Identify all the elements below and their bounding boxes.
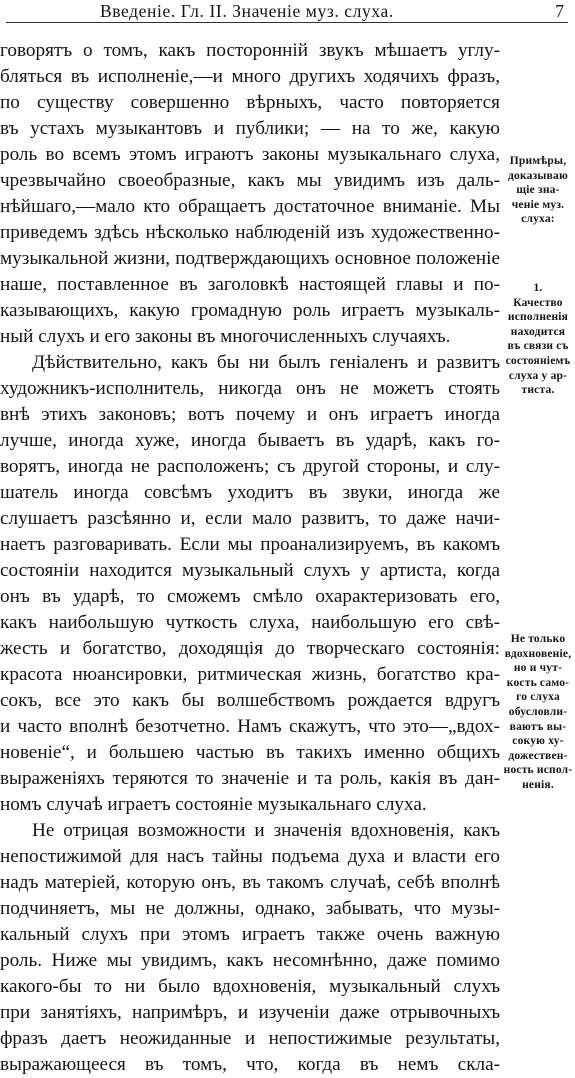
text-line: подчиняетъ, мы не должны, однако, забывать, что музы- [0, 898, 500, 919]
margin-note-line: состояніемъ [505, 354, 571, 367]
page-number: 7 [555, 1, 564, 21]
text-line: роль. Ниже мы увидимъ, какъ несомнѣнно, даже помимо [0, 950, 500, 971]
margin-note-line: исполненія [507, 311, 569, 324]
text-line: говорятъ о томъ, какъ посторонній звукъ мѣшаетъ углу- [0, 40, 500, 61]
margin-note-line: дожествен- [508, 749, 568, 762]
margin-note-line: сокую ху- [512, 735, 564, 748]
text-line: слушаетъ разсѣянно и, если мало развитъ, то даже начи- [0, 508, 500, 529]
text-line: бляться въ исполненіе,—и многo другихъ ходячихъ фразъ, [0, 66, 500, 87]
text-line: роль во всемъ этомъ играютъ законы музыкальнаго слуха, [0, 144, 500, 165]
page-header [6, 0, 568, 23]
text-line: при занятіяхъ, напримѣръ, и изученіи даже отрывочныхъ [0, 1002, 500, 1023]
text-line: онъ въ ударѣ, то сможемъ смѣло охарактеризовать его, [0, 586, 500, 607]
margin-note-line: находится [510, 325, 566, 338]
text-line: фразъ даетъ неожиданные и непостижимые результаты, [0, 1028, 500, 1049]
margin-note-line: но и чут- [513, 662, 563, 675]
text-line: лучше, иногда хуже, иногда бываетъ въ ударѣ, какъ го- [0, 430, 500, 451]
margin-note-line: ность испол- [503, 764, 573, 777]
margin-note-line: кость само- [506, 676, 570, 689]
text-line: нѣйшаго,—мало кто обращаетъ достаточное вниманіе. Мы [0, 196, 500, 217]
margin-note-line: Не только [510, 633, 566, 645]
margin-note-line: ненія. [522, 778, 554, 791]
text-line: наше, поставленное въ заголовкѣ настоящей главы и по- [0, 274, 500, 295]
text-line: и часто вполнѣ безотчетно. Намъ скажутъ, что это—„вдох- [0, 716, 500, 737]
text-line: какого-бы то ни было вдохновенія, музыкальный слухъ [0, 976, 500, 997]
text-line: надъ матеріей, которую онъ, въ такомъ случаѣ, себѣ вполнѣ [0, 872, 500, 893]
margin-note-line: ченіе муз. [511, 198, 565, 211]
text-line: приведемъ здѣсь нѣсколько наблюденій изъ художественно- [0, 222, 500, 243]
margin-note-line: тиста. [521, 384, 555, 397]
margin-note-line: ваютъ вы- [509, 720, 567, 733]
text-line: непостижимой для насъ тайны подъема духа и власти его [0, 846, 500, 867]
text-line: новеніе“, и большею частью въ такихъ именно общихъ [0, 742, 500, 763]
text-line: чрезвычайно своеобразные, какъ мы увидимъ изъ даль- [0, 170, 500, 191]
text-line: кальный слухъ при этомъ играетъ также очень важную [0, 924, 500, 945]
margin-note-line: го слуха [516, 691, 560, 704]
margin-note-line: щіе зна- [516, 184, 560, 197]
margin-note-line: слуха у ар- [508, 369, 568, 382]
margin-note-quality [502, 281, 574, 398]
text-line: выражающееся въ томъ, что, когда въ немъ скла- [0, 1054, 500, 1075]
margin-note-line: вдохновеніе, [504, 647, 572, 660]
text-line: въ устахъ музыкантовъ и публики; — на то же, какую [0, 118, 500, 139]
text-line: номъ случаѣ играетъ состояніе музыкальнаго слуха. [0, 794, 427, 815]
paragraph-start-line: Не отрицая возможности и значенія вдохновенія, какъ [32, 820, 500, 841]
text-line: шатель иногда совсѣмъ уходитъ въ звуки, иногда же [0, 482, 500, 503]
text-line: жесть и богатство, доходящія до творческаго состоянія: [0, 638, 500, 659]
text-line: казывающихъ, какую громадную роль играетъ музыкаль- [0, 300, 500, 321]
margin-note-line: Примѣры, [509, 155, 567, 167]
text-line: музыкальной жизни, подтверждающихъ основное положеніе [0, 248, 500, 269]
margin-note-inspiration [502, 632, 574, 793]
margin-note-line: Качество [513, 296, 563, 309]
text-line: по существу совершенно вѣрныхъ, часто повторяется [0, 92, 500, 113]
margin-note-examples [502, 154, 574, 227]
text-line: художникъ-исполнитель, никогда онъ не можетъ стоять [0, 378, 500, 399]
margin-note-line: 1. [533, 282, 543, 294]
margin-note-line: доказываю [508, 169, 568, 182]
text-line: ный слухъ и его законы въ многочисленныхъ случаяхъ. [0, 326, 451, 347]
margin-note-line: обусловли- [508, 705, 568, 718]
paragraph-start-line: Дѣйствительно, какъ бы ни былъ геніаленъ и развитъ [32, 352, 500, 373]
text-line: сокъ, все это какъ бы волшебствомъ рождается вдругъ [0, 690, 500, 711]
text-line: выраженіяхъ теряются то значеніе и та роль, какія въ дан- [0, 768, 500, 789]
main-text [0, 38, 500, 1078]
text-line: состояніи находится музыкальный слухъ у артиста, когда [0, 560, 500, 581]
margin-note-line: въ связи съ [507, 340, 569, 353]
text-line: наетъ разговаривать. Если мы проанализируемъ, въ какомъ [0, 534, 500, 555]
text-line: какъ наибольшую чуткость слуха, наибольшую его свѣ- [0, 612, 500, 633]
text-line: внѣ этихъ законовъ; вотъ почему и онъ играетъ иногда [0, 404, 500, 425]
text-line: ворятъ, иногда не расположенъ; съ другой стороны, и слу- [0, 456, 500, 477]
text-line: красота нюансировки, ритмическая жизнь, богатство кра- [0, 664, 500, 685]
running-head: Введеніе. Гл. II. Значеніе муз. слуха. [100, 1, 394, 21]
margin-note-line: слуха: [521, 213, 555, 226]
